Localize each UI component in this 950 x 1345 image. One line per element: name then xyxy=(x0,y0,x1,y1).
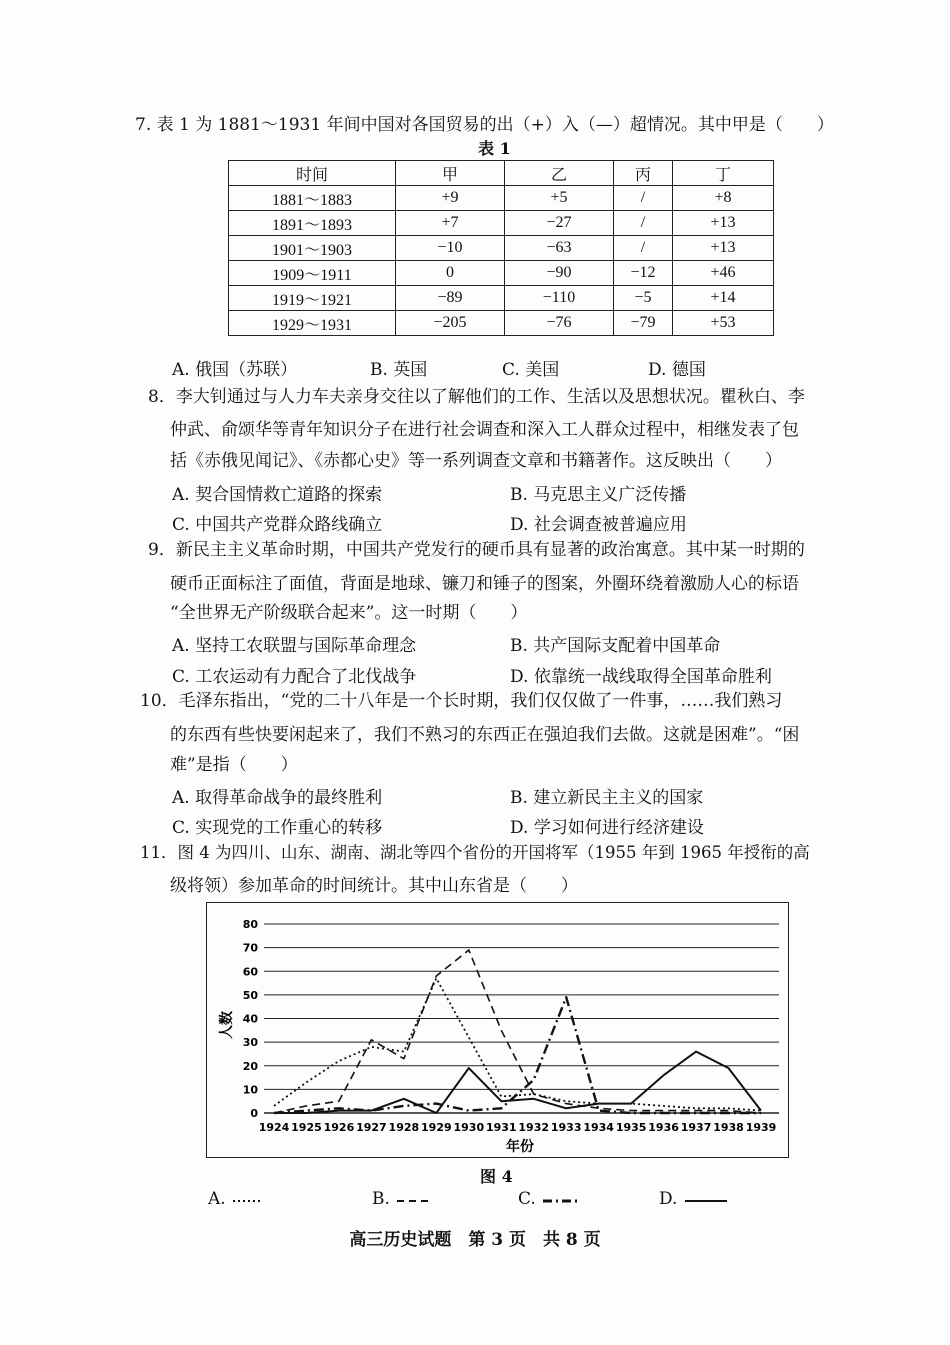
x-axis-label: 年份 xyxy=(506,1139,534,1155)
q9-line: 9．新民主主义革命时期，中国共产党发行的硬币具有显著的政治寓意。其中某一时期的 xyxy=(148,540,805,560)
table-cell: +8 xyxy=(673,186,774,211)
x-tick-label: 1929 xyxy=(421,1121,452,1134)
q8-option-c[interactable]: C. 中国共产党群众路线确立 xyxy=(172,515,383,535)
q10-option-d[interactable]: D. 学习如何进行经济建设 xyxy=(510,818,704,838)
q8-line: 仲武、俞颂华等青年知识分子在进行社会调查和深入工人群众过程中，相继发表了包 xyxy=(170,420,799,440)
table-cell: 1881～1883 xyxy=(229,186,396,211)
q8-option-a[interactable]: A. 契合国情救亡道路的探索 xyxy=(172,485,383,505)
dashed-line-legend xyxy=(395,1194,435,1204)
table-header-row xyxy=(229,161,774,186)
y-tick-label: 50 xyxy=(242,988,258,1002)
dotted-line-legend xyxy=(231,1194,265,1204)
table-title: 表 1 xyxy=(478,139,511,158)
table-header-cell: 时间 xyxy=(229,161,396,186)
q7-stem: 7. 表 1 为 1881～1931 年间中国对各国贸易的出（+）入（—）超情况。其中甲是（ ） xyxy=(135,115,834,135)
table-cell: −110 xyxy=(505,286,614,311)
table-row xyxy=(229,261,774,286)
dashdot-line-legend xyxy=(541,1194,583,1204)
q11-line: 级将领）参加革命的时间统计。其中山东省是（ ） xyxy=(170,876,578,896)
q10-option-a[interactable]: A. 取得革命战争的最终胜利 xyxy=(172,788,383,808)
q9-option-b[interactable]: B. 共产国际支配着中国革命 xyxy=(510,636,721,656)
table-header-cell: 乙 xyxy=(505,161,614,186)
table-row xyxy=(229,286,774,311)
table-row xyxy=(229,186,774,211)
q9-line: “全世界无产阶级联合起来”。这一时期（ ） xyxy=(170,603,528,623)
table-row xyxy=(229,211,774,236)
table-cell: −10 xyxy=(396,236,505,261)
x-tick-label: 1927 xyxy=(356,1121,387,1134)
q8-line: 括《赤俄见闻记》、《赤都心史》等一系列调查文章和书籍著作。这反映出（ ） xyxy=(170,451,782,471)
y-tick-label: 70 xyxy=(242,941,258,955)
x-tick-label: 1939 xyxy=(745,1121,777,1134)
table-cell: 0 xyxy=(396,261,505,286)
table-cell: 1901～1903 xyxy=(229,236,396,261)
q7-option-a[interactable]: A. 俄国（苏联） xyxy=(172,360,298,380)
y-tick-label: 40 xyxy=(242,1012,258,1026)
q8-line: 8．李大钊通过与人力车夫亲身交往以了解他们的工作、生活以及思想状况。瞿秋白、李 xyxy=(148,387,805,407)
x-tick-label: 1932 xyxy=(518,1121,550,1134)
table-cell: −79 xyxy=(614,311,673,336)
series-line-dashdot xyxy=(274,997,761,1113)
table-cell: 1929～1931 xyxy=(229,311,396,336)
table-cell: −90 xyxy=(505,261,614,286)
x-tick-label: 1936 xyxy=(648,1121,679,1134)
table-cell: +7 xyxy=(396,211,505,236)
x-tick-label: 1933 xyxy=(550,1121,582,1134)
figure-caption: 图 4 xyxy=(480,1167,513,1186)
table-cell: / xyxy=(614,211,673,236)
y-tick-label: 30 xyxy=(242,1036,258,1050)
option-letter: B. xyxy=(372,1189,390,1209)
table-header-cell: 丁 xyxy=(673,161,774,186)
q7-option-d[interactable]: D. 德国 xyxy=(648,360,706,380)
table-cell: +53 xyxy=(673,311,774,336)
x-tick-label: 1930 xyxy=(453,1121,485,1134)
q10-line: 10．毛泽东指出，“党的二十八年是一个长时期，我们仅仅做了一件事，……我们熟习 xyxy=(140,691,783,711)
table-cell: +5 xyxy=(505,186,614,211)
table-cell: +14 xyxy=(673,286,774,311)
table-cell: +13 xyxy=(673,211,774,236)
line-chart-svg xyxy=(207,903,788,1157)
table-cell: +9 xyxy=(396,186,505,211)
table-cell: / xyxy=(614,186,673,211)
y-tick-label: 20 xyxy=(242,1059,258,1073)
q8-option-d[interactable]: D. 社会调查被普遍应用 xyxy=(510,515,687,535)
x-tick-label: 1938 xyxy=(713,1121,744,1134)
table-row xyxy=(229,236,774,261)
x-tick-label: 1935 xyxy=(615,1121,647,1134)
q7-option-b[interactable]: B. 英国 xyxy=(370,360,428,380)
table-cell: +13 xyxy=(673,236,774,261)
q10-line: 难”是指（ ） xyxy=(170,755,298,775)
y-tick-label: 80 xyxy=(242,918,258,931)
q11-option-c[interactable] xyxy=(518,1189,583,1209)
option-letter: C. xyxy=(518,1189,536,1209)
table-cell: −5 xyxy=(614,286,673,311)
table-cell: −76 xyxy=(505,311,614,336)
q10-line: 的东西有些快要闲起来了，我们不熟习的东西正在强迫我们去做。这就是困难”。“困 xyxy=(170,725,800,745)
table-cell: 1909～1911 xyxy=(229,261,396,286)
series-line-dotted xyxy=(274,978,761,1110)
table-cell: −27 xyxy=(505,211,614,236)
table-cell: +46 xyxy=(673,261,774,286)
solid-line-legend xyxy=(683,1194,729,1204)
x-tick-label: 1924 xyxy=(258,1121,290,1134)
q10-option-b[interactable]: B. 建立新民主主义的国家 xyxy=(510,788,704,808)
table-cell: −12 xyxy=(614,261,673,286)
q10-option-c[interactable]: C. 实现党的工作重心的转移 xyxy=(172,818,383,838)
table-cell: 1919～1921 xyxy=(229,286,396,311)
q11-option-d[interactable] xyxy=(659,1189,729,1209)
q11-option-a[interactable] xyxy=(208,1189,265,1209)
table-cell: / xyxy=(614,236,673,261)
y-axis-label: 人数 xyxy=(219,1011,235,1039)
q9-option-c[interactable]: C. 工农运动有力配合了北伐战争 xyxy=(172,667,417,687)
x-tick-label: 1931 xyxy=(485,1121,517,1134)
table-header-cell: 甲 xyxy=(396,161,505,186)
q7-option-c[interactable]: C. 美国 xyxy=(502,360,560,380)
series-line-solid xyxy=(274,1052,761,1113)
x-tick-label: 1934 xyxy=(583,1121,614,1134)
x-tick-label: 1928 xyxy=(388,1121,420,1134)
figure-4-chart xyxy=(206,902,789,1158)
table-cell: −89 xyxy=(396,286,505,311)
page-footer: 高三历史试题 第 3 页 共 8 页 xyxy=(349,1230,601,1250)
q9-option-a[interactable]: A. 坚持工农联盟与国际革命理念 xyxy=(172,636,417,656)
option-letter: D. xyxy=(659,1189,678,1209)
q11-line: 11．图 4 为四川、山东、湖南、湖北等四个省份的开国将军（1955 年到 1965 年授衔的高 xyxy=(140,843,810,862)
q11-option-b[interactable] xyxy=(372,1189,435,1209)
option-letter: A. xyxy=(208,1189,226,1209)
x-tick-label: 1926 xyxy=(323,1121,355,1134)
y-tick-label: 60 xyxy=(242,965,258,979)
table-row xyxy=(229,311,774,336)
x-tick-label: 1937 xyxy=(680,1121,712,1134)
q9-line: 硬币正面标注了面值，背面是地球、镰刀和锤子的图案，外圈环绕着激励人心的标语 xyxy=(170,574,799,594)
table-cell: −205 xyxy=(396,311,505,336)
y-tick-label: 0 xyxy=(250,1107,258,1120)
q9-option-d[interactable]: D. 依靠统一战线取得全国革命胜利 xyxy=(510,667,772,687)
y-tick-label: 10 xyxy=(242,1083,258,1097)
x-tick-label: 1925 xyxy=(291,1121,322,1134)
table-cell: −63 xyxy=(505,236,614,261)
table-header-cell: 丙 xyxy=(614,161,673,186)
trade-table xyxy=(228,160,774,336)
q8-option-b[interactable]: B. 马克思主义广泛传播 xyxy=(510,485,687,505)
series-line-dashed xyxy=(274,950,761,1113)
table-cell: 1891～1893 xyxy=(229,211,396,236)
